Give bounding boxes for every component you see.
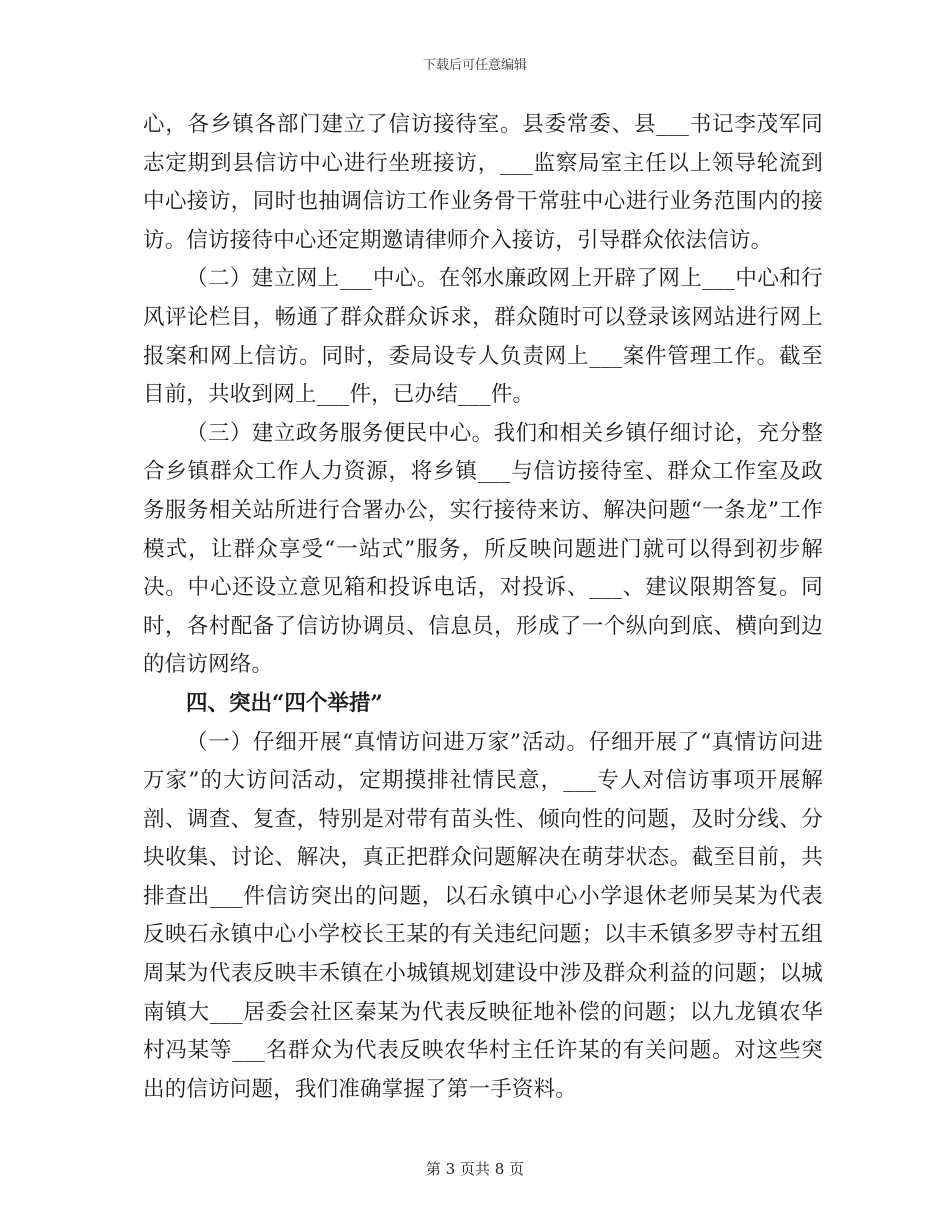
page-header-note: 下载后可任意编辑 [422, 58, 527, 73]
page-number: 第 3 页共 8 页 [425, 1160, 525, 1178]
section-heading-four: 四、突出“四个举措” [186, 690, 383, 716]
paragraph-visit-campaign: （一）仔细开展“真情访问进万家”活动。仔细开展了“真情访问进万家”的大访问活动，定期摸排社情民意，___专人对信访事项开展解剖、调查、复查，特别是对带有苗头性、倾向性的问题，及时分线、分块收集、讨论、解决，真正把群众问题解决在萌芽状态。截至目前，共排查出___件信访突出的问题，以石永镇中心小学退休老师吴某为代表反映石永镇中心小学校长王某的有关违纪问题；以丰禾镇多罗寺村五组周某为代表反映丰禾镇在小城镇规划建设中涉及群众利益的问题；以城南镇大___居委会社区秦某为代表反映征地补偿的问题；以九龙镇农华村冯某等___名群众为代表反映农华村主任许某的有关问题。对这些突出的信访问题，我们准确掌握了第一手资料。 [143, 729, 823, 1102]
paragraph-continued: 心，各乡镇各部门建立了信访接待室。县委常委、县___书记李茂军同志定期到县信访中心进行坐班接访，___监察局室主任以上领导轮流到中心接访，同时也抽调信访工作业务骨干常驻中心进行业务范围内的接访。信访接待中心还定期邀请律师介入接访，引导群众依法信访。 [143, 112, 823, 253]
document-body [143, 106, 823, 1109]
paragraph-service-center: （三）建立政务服务便民中心。我们和相关乡镇仔细讨论，充分整合乡镇群众工作人力资源，将乡镇___与信访接待室、群众工作室及政务服务相关站所进行合署办公，实行接待来访、解决问题“一条龙”工作模式，让群众享受“一站式”服务，所反映问题进门就可以得到初步解决。中心还设立意见箱和投诉电话，对投诉、___、建议限期答复。同时，各村配备了信访协调员、信息员，形成了一个纵向到底、横向到边的信访网络。 [143, 420, 823, 678]
paragraph-online-center: （二）建立网上___中心。在邻水廉政网上开辟了网上___中心和行风评论栏目，畅通了群众群众诉求，群众随时可以登录该网站进行网上报案和网上信访。同时，委局设专人负责网上___案件管理工作。截至目前，共收到网上___件，已办结___件。 [143, 266, 823, 408]
